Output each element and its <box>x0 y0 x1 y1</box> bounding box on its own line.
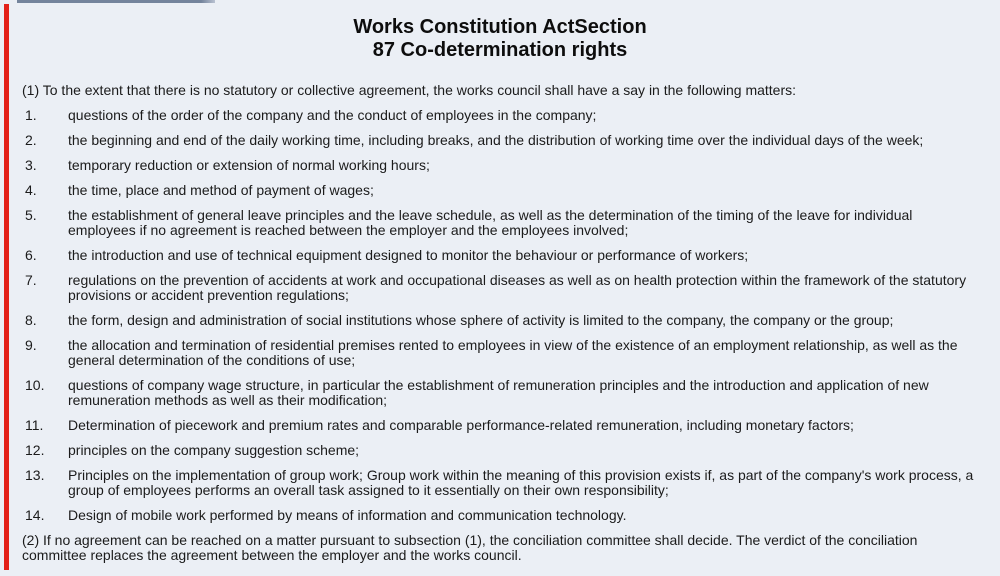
list-item-8 <box>22 313 978 328</box>
list-item-text: the beginning and end of the daily working time, including breaks, and the distribution of working time over the individual days of the week; <box>68 132 924 148</box>
list-item-3 <box>22 158 978 173</box>
list-item-number: 5. <box>25 207 37 223</box>
list-item-11 <box>22 418 978 433</box>
list-item-number: 1. <box>25 107 37 123</box>
list-item-text: questions of the order of the company and the conduct of employees in the company; <box>68 107 597 123</box>
list-item-text: the time, place and method of payment of wages; <box>68 182 374 198</box>
list-item-9 <box>22 338 978 368</box>
list-item-text: principles on the company suggestion scheme; <box>68 442 360 458</box>
list-item-text: questions of company wage structure, in particular the establishment of remuneration principles and the introduction and application of new remuneration methods as well as their modification; <box>68 377 929 408</box>
co-determination-list <box>22 108 978 523</box>
page-title <box>22 16 978 62</box>
list-item-7 <box>22 273 978 303</box>
list-item-13 <box>22 468 978 498</box>
list-item-text: Determination of piecework and premium rates and comparable performance-related remuneration, including monetary factors; <box>68 417 854 433</box>
list-item-number: 9. <box>25 337 37 353</box>
list-item-number: 6. <box>25 247 37 263</box>
page-title-line1: Works Constitution ActSection <box>353 16 647 38</box>
list-item-1 <box>22 108 978 123</box>
list-item-text: regulations on the prevention of accidents at work and occupational diseases as well as on health protection within the framework of the statutory provisions or accident prevention regulations; <box>68 272 967 303</box>
paragraph-subsection-2: (2) If no agreement can be reached on a matter pursuant to subsection (1), the conciliation committee shall decide. The verdict of the conciliation committee replaces the agreement between the employer and the works council. <box>22 532 918 563</box>
list-item-text: Design of mobile work performed by means of information and communication technology. <box>68 507 627 523</box>
paragraph-subsection-1: (1) To the extent that there is no statutory or collective agreement, the works council shall have a say in the following matters: <box>22 82 797 98</box>
list-item-text: Principles on the implementation of group work; Group work within the meaning of this provision exists if, as part of the company's work process, a group of employees performs an overall task assigned to it essentially on their own responsibility; <box>68 467 974 498</box>
list-item-5 <box>22 208 978 238</box>
list-item-number: 4. <box>25 182 37 198</box>
list-item-number: 10. <box>25 377 45 393</box>
list-item-number: 3. <box>25 157 37 173</box>
list-item-number: 12. <box>25 442 45 458</box>
list-item-number: 8. <box>25 312 37 328</box>
list-item-number: 14. <box>25 507 45 523</box>
list-item-text: the introduction and use of technical equipment designed to monitor the behaviour or performance of workers; <box>68 247 749 263</box>
list-item-text: the form, design and administration of social institutions whose sphere of activity is limited to the company, the company or the group; <box>68 312 894 328</box>
list-item-10 <box>22 378 978 408</box>
list-item-4 <box>22 183 978 198</box>
list-item-6 <box>22 248 978 263</box>
list-item-number: 7. <box>25 272 37 288</box>
list-item-text: temporary reduction or extension of normal working hours; <box>68 157 430 173</box>
page-title-line2: 87 Co-determination rights <box>372 39 628 61</box>
list-item-number: 2. <box>25 132 37 148</box>
list-item-12 <box>22 443 978 458</box>
list-item-text: the allocation and termination of residential premises rented to employees in view of the existence of an employment relationship, as well as the general determination of the conditions of use; <box>68 337 958 368</box>
list-item-number: 11. <box>25 417 44 433</box>
list-item-14 <box>22 508 978 523</box>
list-item-number: 13. <box>25 467 45 483</box>
list-item-text: the establishment of general leave principles and the leave schedule, as well as the determination of the timing of the leave for individual employees if no agreement is reached between the employer and the employees involved; <box>68 207 913 238</box>
list-item-2 <box>22 133 978 148</box>
